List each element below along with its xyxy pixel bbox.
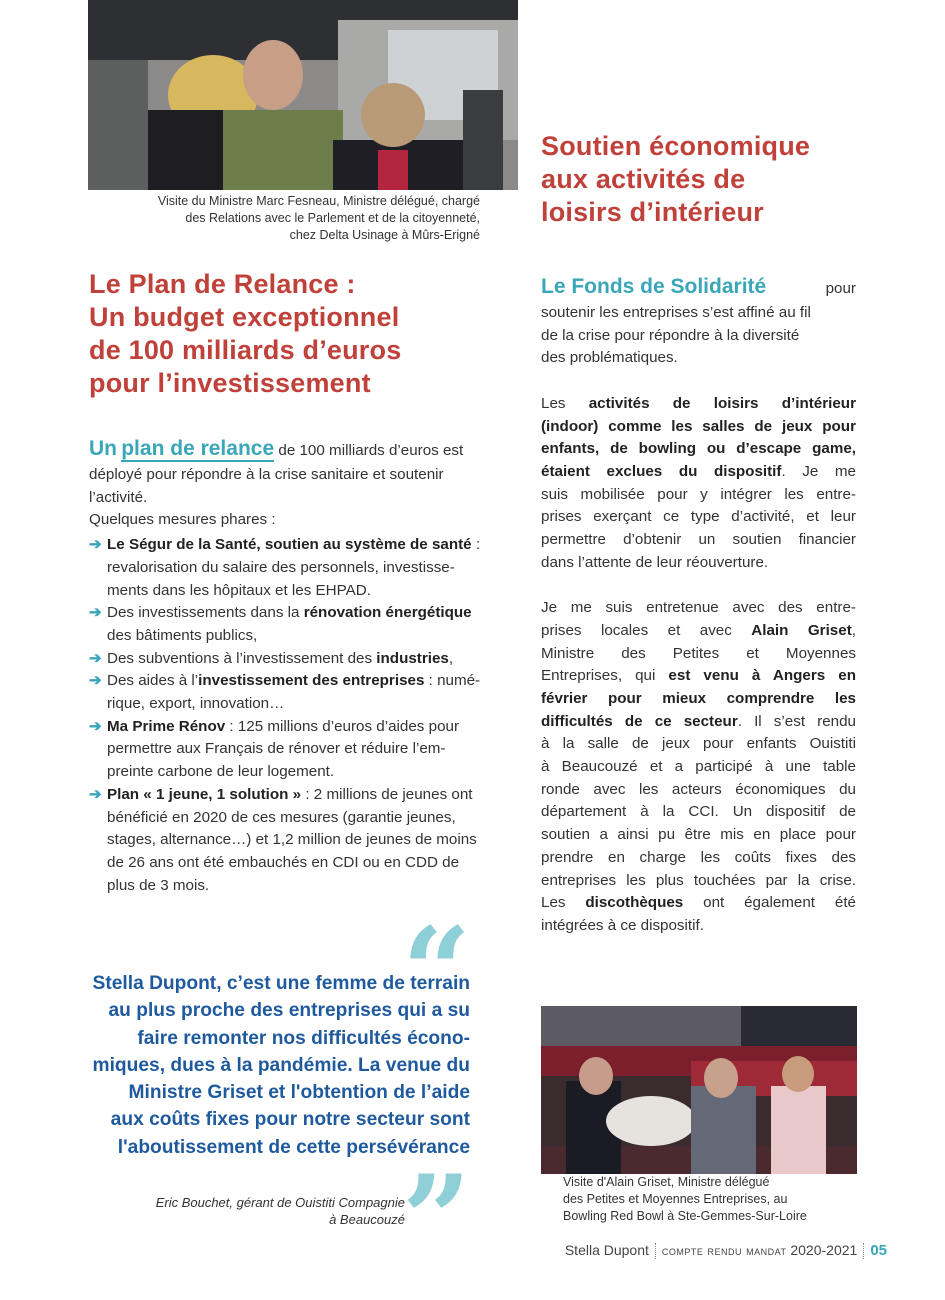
- item-line: ments dans les hôpitaux et les EHPAD.: [107, 581, 371, 599]
- text-line: prendre en charge les coûts fixes des: [541, 848, 856, 866]
- item-line: plus de 3 mois.: [107, 876, 210, 894]
- fonds-solidarite-body: [541, 274, 856, 938]
- title-line: Le Plan de Relance :: [89, 269, 356, 299]
- item-line: rique, export, innovation…: [107, 695, 285, 713]
- text-line: Les discothèques ont également été: [541, 894, 856, 912]
- text-line: suis mobilisée pour y intégrer les entre-: [541, 485, 856, 503]
- arrow-icon: ➔: [89, 717, 102, 735]
- right-section-title: [541, 130, 810, 229]
- item-bold: rénovation énergétique: [303, 604, 472, 622]
- photo1-caption: [96, 193, 480, 244]
- list-item: [89, 784, 518, 898]
- item-text: : 125 millions d’euros d’aides pour: [225, 717, 460, 735]
- text-line: soutenir les entreprises s’est affiné au fil: [541, 304, 811, 321]
- plan-relance-body: [89, 436, 518, 897]
- page-footer: [565, 1242, 887, 1259]
- close-quote-icon: ”: [402, 1149, 472, 1290]
- footer-years: 2020-2021: [790, 1242, 858, 1258]
- intro-rest: de 100 milliards d’euros est: [278, 442, 464, 459]
- caption-line: chez Delta Usinage à Mûrs-Erigné: [289, 228, 480, 242]
- photo-ministre-griset: [541, 1006, 857, 1174]
- title-line: Un budget exceptionnel: [89, 302, 400, 332]
- quote-line: Stella Dupont, c’est une femme de terrain: [92, 973, 470, 994]
- fonds-rest: pour: [825, 280, 856, 297]
- caption-line: Visite du Ministre Marc Fesneau, Ministre délégué, chargé: [157, 194, 480, 208]
- arrow-icon: ➔: [89, 649, 102, 667]
- text-line: prises locales et avec Alain Griset,: [541, 621, 856, 639]
- fonds-title: Le Fonds de Solidarité: [541, 275, 767, 298]
- list-item: [89, 670, 518, 715]
- arrow-icon: ➔: [89, 536, 102, 554]
- item-bold: Plan « 1 jeune, 1 solution »: [107, 785, 302, 803]
- footer-separator: [863, 1243, 864, 1259]
- text-line: de la crise pour répondre à la diversité: [541, 326, 800, 344]
- text-line: permettre d’obtenir un soutien financier: [541, 531, 856, 549]
- item-line: preinte carbone de leur logement.: [107, 763, 335, 781]
- item-text: ,: [448, 649, 454, 667]
- intro-line: déployé pour répondre à la crise sanitaire et soutenir: [89, 466, 444, 483]
- text-line: Je me suis entretenue avec des entre-: [541, 599, 856, 617]
- footer-author: Stella Dupont: [564, 1242, 649, 1258]
- text-line: étaient exclues du dispositif. Je me: [541, 462, 856, 480]
- page-number: 05: [870, 1242, 887, 1259]
- item-bold: Ma Prime Rénov: [107, 717, 226, 735]
- text-line: intégrées à ce dispositif.: [541, 916, 704, 934]
- item-line: bénéficié en 2020 de ces mesures (garantie jeunes,: [107, 808, 456, 826]
- item-bold: Le Ségur de la Santé, soutien au système de santé: [107, 536, 472, 554]
- text-line: à Beaucouzé et a participé à une table: [541, 758, 856, 776]
- title-line: Soutien économique: [541, 131, 811, 161]
- item-text: Des investissements dans la: [107, 604, 304, 622]
- title-line: aux activités de: [541, 164, 746, 194]
- text-line: entreprises les plus touchées par la crise.: [541, 871, 856, 889]
- text-line: ronde avec les acteurs économiques du: [541, 780, 856, 798]
- quote-line: faire remonter nos difficultés écono-: [137, 1027, 470, 1049]
- item-text: : numé-: [424, 672, 481, 690]
- arrow-icon: ➔: [89, 672, 102, 690]
- author-line: à Beaucouzé: [329, 1212, 405, 1227]
- text-line: dans l’attente de leur réouverture.: [541, 553, 769, 571]
- list-item: [89, 648, 518, 671]
- testimonial-quote: [30, 970, 470, 1161]
- text-line: prises exerçant ce type d’activité, et leur: [541, 508, 856, 526]
- lead-word: Un: [89, 437, 117, 460]
- item-text: :: [471, 536, 481, 554]
- caption-line: des Relations avec le Parlement et de la citoyenneté,: [185, 211, 480, 225]
- text-line: à la salle de jeux pour enfants Ouistiti: [541, 735, 856, 753]
- item-text: Des aides à l’: [107, 672, 199, 690]
- quote-line: aux coûts fixes pour notre secteur sont: [110, 1109, 470, 1131]
- text-line: Entreprises, qui est venu à Angers en: [541, 667, 856, 685]
- item-bold: investissement des entreprises: [198, 672, 425, 690]
- caption-line: Bowling Red Bowl à Ste-Gemmes-Sur-Loire: [563, 1209, 807, 1223]
- arrow-icon: ➔: [89, 785, 102, 803]
- text-line: Les activités de loisirs d’intérieur: [541, 394, 856, 412]
- list-item: [89, 534, 518, 602]
- item-line: des bâtiments publics,: [107, 626, 258, 644]
- item-line: stages, alternance…) et 1,2 million de jeunes de moins: [107, 831, 477, 849]
- item-text: Des subventions à l’investissement des: [107, 649, 377, 667]
- footer-separator: [655, 1243, 656, 1259]
- fonds-intro-line: [541, 274, 856, 302]
- text-line: février pour mieux comprendre les: [541, 689, 856, 707]
- text-line: soutien a ainsi pu être mis en place pour: [541, 826, 856, 844]
- author-line: Eric Bouchet, gérant de Ouistiti Compagnie: [155, 1195, 405, 1210]
- quote-line: l'aboutissement de cette persévérance: [117, 1136, 470, 1158]
- photo2-caption: [563, 1174, 807, 1225]
- measures-list: [89, 534, 518, 897]
- intro-line: l’activité.: [89, 488, 148, 506]
- plan-de-relance-link[interactable]: plan de relance: [121, 437, 275, 460]
- item-text: : 2 millions de jeunes ont: [301, 785, 473, 803]
- list-item: [89, 716, 518, 784]
- intro-line: [89, 436, 518, 464]
- text-line: enfants, de bowling ou d’escape game,: [541, 440, 856, 458]
- text-line: difficultés de ce secteur. Il s’est rendu: [541, 712, 856, 730]
- quote-line: au plus proche des entreprises qui a su: [108, 1000, 470, 1022]
- text-line: département à la CCI. Un dispositif de: [541, 803, 856, 821]
- title-line: loisirs d’intérieur: [541, 197, 764, 227]
- caption-line: des Petites et Moyennes Entreprises, au: [563, 1192, 788, 1206]
- measures-label: Quelques mesures phares :: [89, 511, 276, 529]
- title-line: pour l’investissement: [89, 368, 371, 398]
- item-line: permettre aux Français de rénover et réduire l’em-: [107, 740, 446, 758]
- open-quote-icon: “: [402, 901, 472, 1042]
- title-line: de 100 milliards d’euros: [89, 335, 402, 365]
- item-line: revalorisation du salaire des personnels, investisse-: [107, 558, 455, 576]
- caption-line: Visite d'Alain Griset, Ministre délégué: [563, 1175, 770, 1189]
- quote-line: Ministre Griset et l'obtention de l’aide: [128, 1082, 470, 1104]
- photo-ministre-fesneau: [88, 0, 518, 190]
- quote-author: [156, 1194, 405, 1228]
- text-line: Ministre des Petites et Moyennes: [541, 644, 856, 662]
- arrow-icon: ➔: [89, 604, 102, 622]
- item-line: de 26 ans ont été embauchés en CDI ou en CDD de: [107, 853, 460, 871]
- footer-doc-title: compte rendu mandat: [661, 1243, 787, 1258]
- left-section-title: [89, 268, 401, 400]
- text-line: (indoor) comme les salles de jeux pour: [541, 417, 856, 435]
- list-item: [89, 602, 518, 647]
- item-bold: industries: [376, 649, 449, 667]
- text-line: des problématiques.: [541, 349, 678, 367]
- quote-line: miques, dues à la pandémie. La venue du: [92, 1054, 470, 1076]
